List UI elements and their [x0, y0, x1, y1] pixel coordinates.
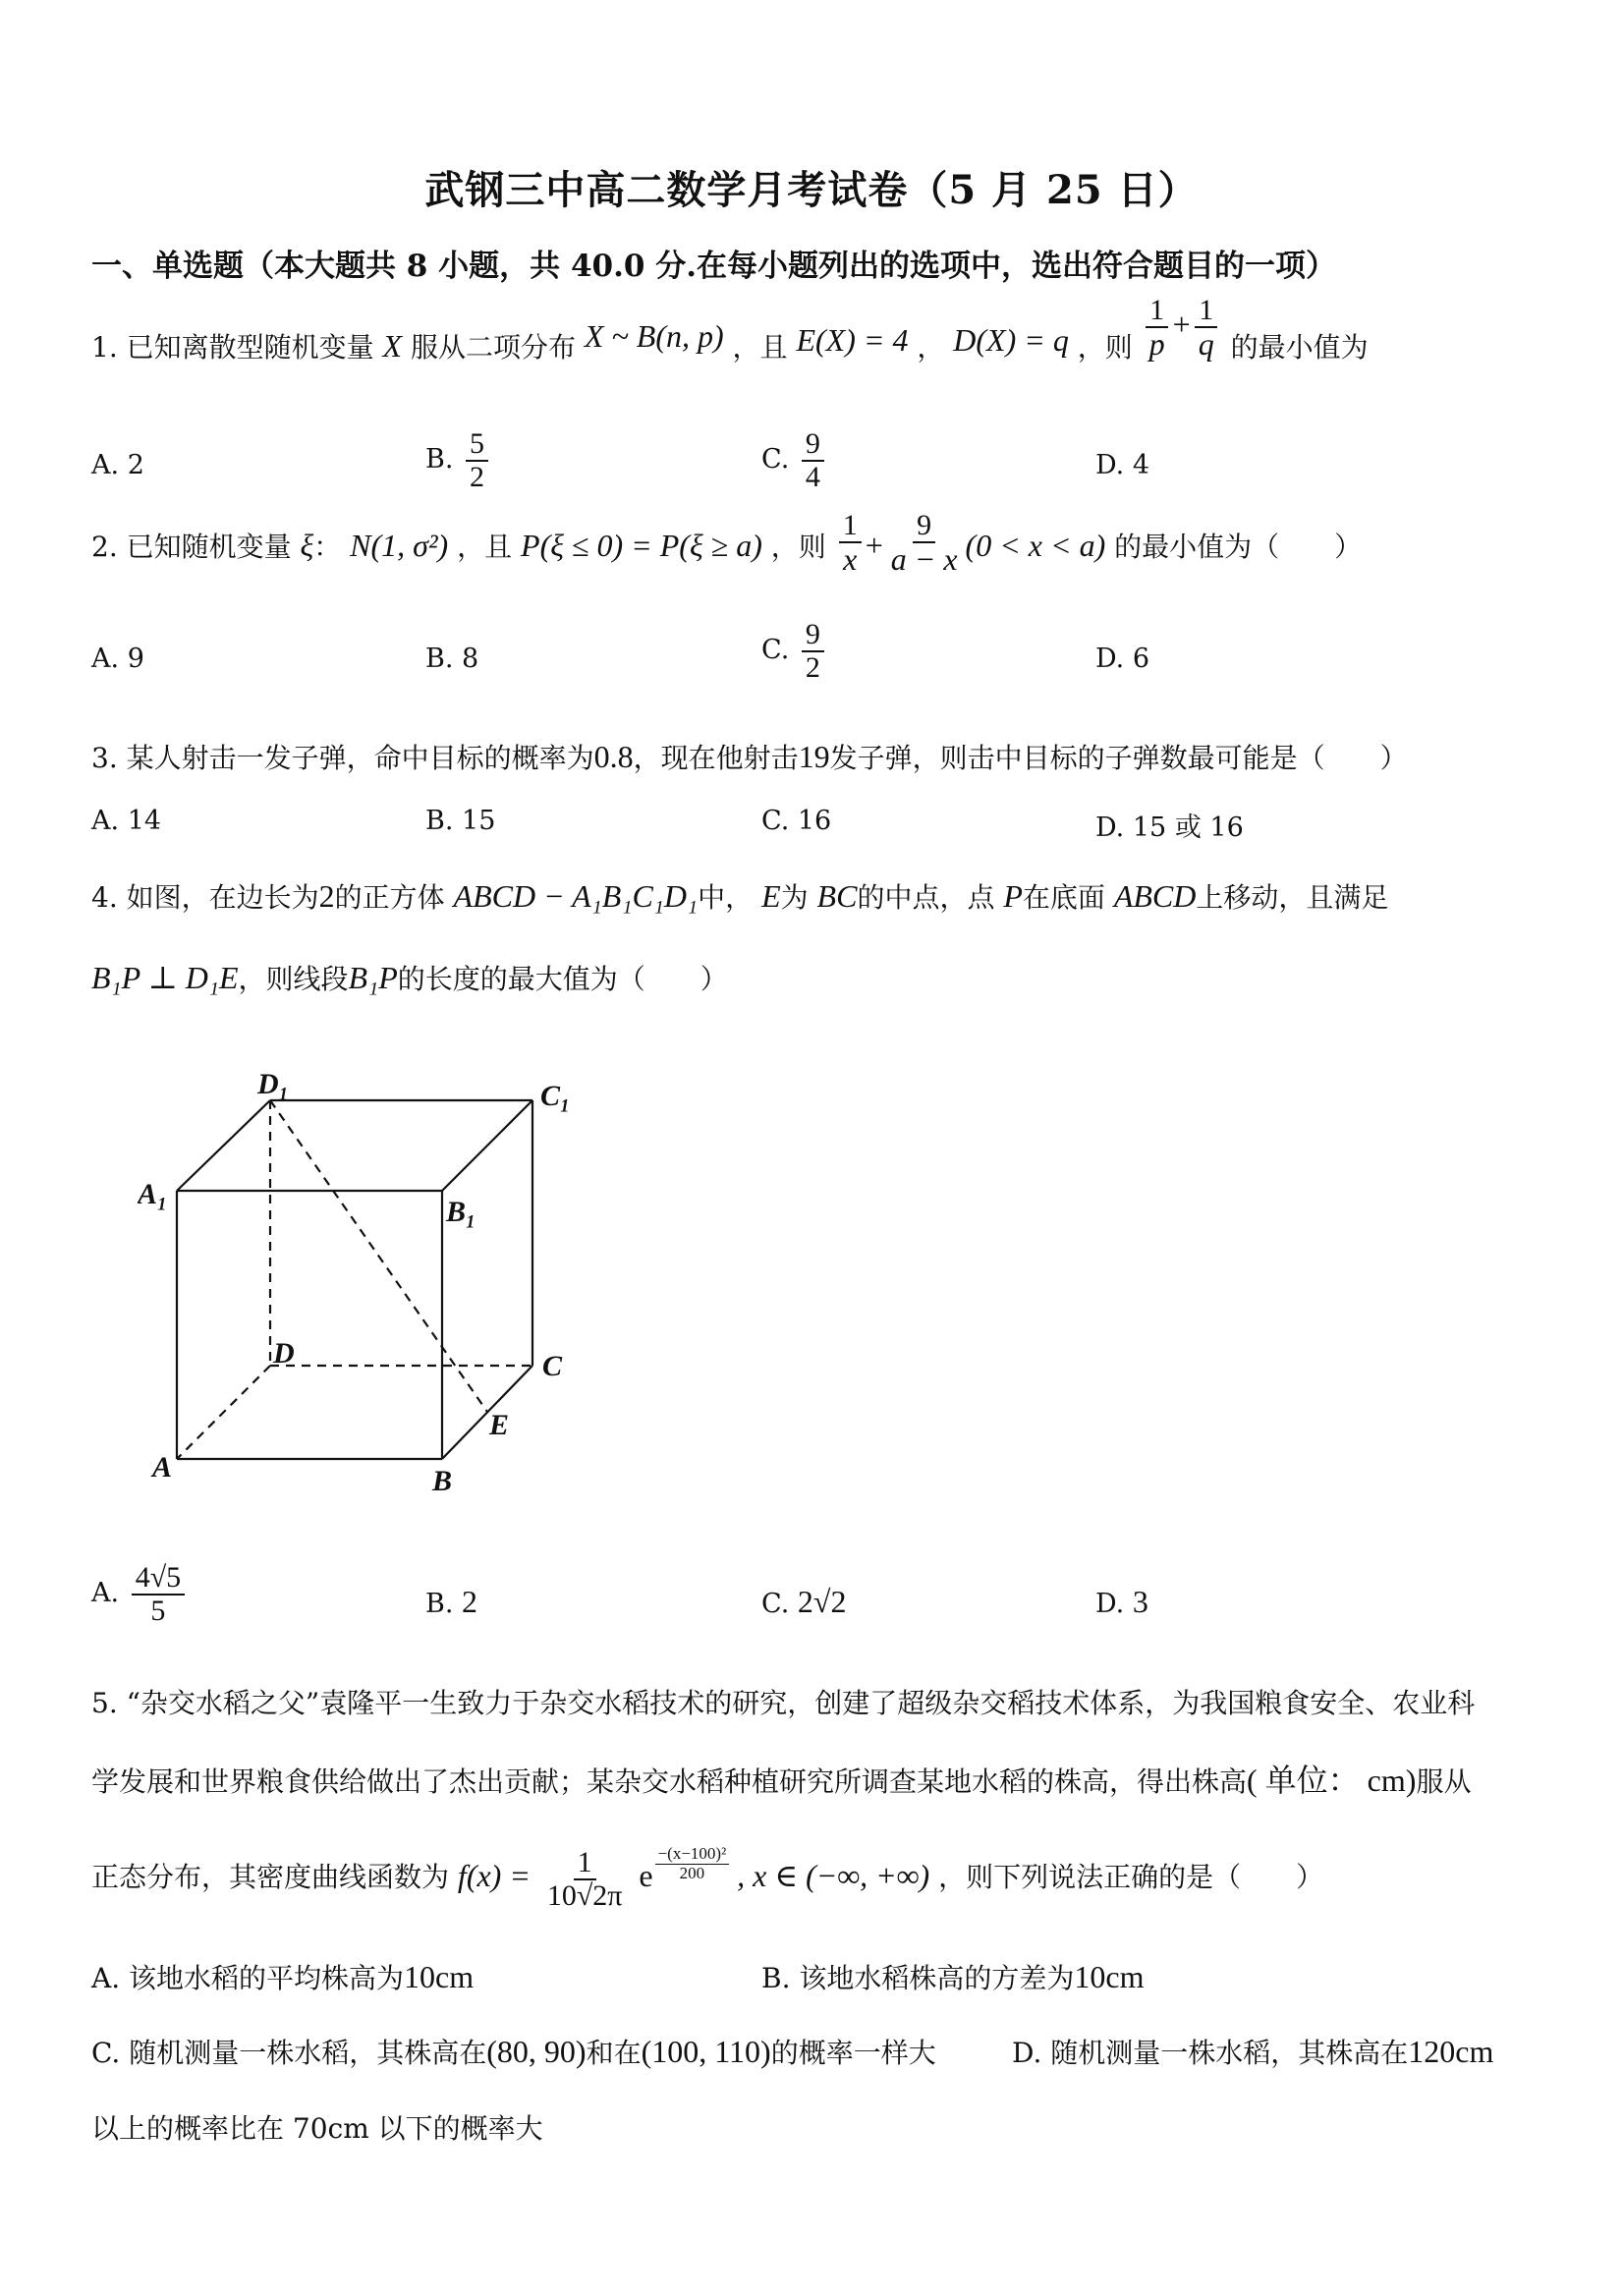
- q5-option-a[interactable]: A. 该地水稻的平均株高为10cm: [91, 1959, 475, 1994]
- question-3-stem: 3. 某人射击一发子弹，命中目标的概率为0.8，现在他射击19发子弹，则击中目标的子弹数最可能是（ ）: [91, 739, 1408, 774]
- q2-option-c[interactable]: C. $\frac{9}{2}$: [761, 619, 828, 683]
- edge-da: [177, 1366, 270, 1459]
- q1-text-c: ，且: [732, 331, 788, 364]
- label-b: B: [432, 1465, 453, 1497]
- q1-option-a[interactable]: A. 2: [91, 450, 144, 480]
- label-a: A: [152, 1451, 173, 1484]
- q5-option-d[interactable]: D. 随机测量一株水稻，其株高在120cm: [1012, 2034, 1494, 2069]
- label-e: E: [489, 1409, 510, 1441]
- q5-domain: , x ∈ (−∞, +∞): [737, 1858, 930, 1893]
- question-1-stem: [91, 294, 1369, 382]
- q5-coefficient: $\frac{1}{10√2\pi}$: [546, 1846, 623, 1912]
- q5-option-c[interactable]: C. 随机测量一株水稻，其株高在(80, 90)和在(100, 110)的概率一样大: [91, 2034, 936, 2069]
- q1-option-b[interactable]: B. $\frac{5}{2}$: [425, 428, 492, 492]
- label-d: D: [273, 1337, 295, 1370]
- q5-option-d-continued: 以上的概率比在 70cm 以下的概率大: [91, 2112, 543, 2145]
- q4-option-a[interactable]: A. $\frac{4√5}{5}$: [91, 1562, 189, 1626]
- q3-option-b[interactable]: B. 15: [425, 806, 496, 836]
- question-5-line-1: 5. “杂交水稻之父”袁隆平一生致力于杂交水稻技术的研究，创建了超级杂交稻技术体系，为我国粮食安全、农业科: [91, 1687, 1476, 1719]
- q1-option-c[interactable]: C. $\frac{9}{4}$: [761, 428, 828, 492]
- q1-text-b: 服从二项分布: [410, 331, 576, 364]
- edge-d1a1: [177, 1100, 270, 1191]
- q3-option-c[interactable]: C. 16: [761, 806, 832, 836]
- question-2-stem: 2. 已知随机变量 ξ： N(1, σ²) ，且 P(ξ ≤ 0) = P(ξ ≥ a) ，则 $\frac{1}{x}$ + $\frac{9}{a - x}$ (0 < x < a) 的最小值为（ ）: [91, 509, 1363, 577]
- question-5-line-3: 正态分布，其密度曲线函数为 f(x) = $\frac{1}{10√2\pi}$ e $\frac{\text{−(x−100)²}}{200}$ , x ∈ (−∞, +∞) ，则下列说法正确的是（ ）: [91, 1844, 1324, 1912]
- question-4-line-2: B₁P ⊥ D₁E，则线段B₁P的长度的最大值为（ ）: [91, 960, 728, 995]
- section-heading: 一、单选题（本大题共 8 小题，共 40.0 分.在每小题列出的选项中，选出符合题目的一项）: [91, 249, 1337, 284]
- label-a1: A₁: [138, 1178, 168, 1210]
- label-d1: D₁: [257, 1068, 290, 1100]
- q2-condition: (0 < x < a): [965, 528, 1106, 564]
- cube-figure: [138, 1056, 609, 1528]
- q4-option-d[interactable]: D. 3: [1095, 1584, 1148, 1619]
- q2-option-d[interactable]: D. 6: [1095, 644, 1150, 674]
- label-c1: C₁: [540, 1080, 571, 1112]
- label-b1: B₁: [446, 1196, 476, 1228]
- q5-exponential: e $\frac{\text{−(x−100)²}}{200}$: [639, 1858, 737, 1893]
- q1-text-a: 1. 已知离散型随机变量: [91, 331, 374, 364]
- q5-option-b[interactable]: B. 该地水稻株高的方差为10cm: [761, 1959, 1145, 1994]
- q2-option-a[interactable]: A. 9: [91, 644, 144, 674]
- q1-expectation: E(X) = 4: [796, 322, 909, 359]
- edge-bc: [442, 1366, 532, 1459]
- q2-frac-1: $\frac{1}{x}$: [839, 510, 862, 576]
- q2-option-b[interactable]: B. 8: [425, 644, 479, 674]
- q1-text-d: ，则: [1077, 331, 1133, 364]
- q2-xi: ξ: [300, 528, 314, 564]
- q1-text-e: 的最小值为: [1230, 331, 1369, 364]
- q1-dist: X ~ B(n, p): [584, 318, 724, 355]
- label-c: C: [542, 1350, 563, 1382]
- question-4-line-1: 4. 如图，在边长为2的正方体 ABCD − A₁B₁C₁D₁中， E为 BC的中点，点 P在底面 ABCD上移动，且满足: [91, 878, 1389, 914]
- q4-option-b[interactable]: B. 2: [425, 1584, 478, 1619]
- q2-normal: N(1, σ²): [350, 528, 449, 564]
- question-5-line-2: 学发展和世界粮食供给做出了杰出贡献；某杂交水稻种植研究所调查某地水稻的株高，得出株高( 单位： cm)服从: [91, 1763, 1472, 1798]
- q1-sep: ，: [917, 331, 945, 364]
- q2-prob: P(ξ ≤ 0) = P(ξ ≥ a): [521, 528, 762, 564]
- q5-fx: f(x) =: [457, 1858, 531, 1893]
- exam-title: 武钢三中高二数学月考试卷（5 月 25 日）: [424, 167, 1199, 213]
- q2-frac-2: $\frac{9}{a - x}$: [890, 509, 958, 577]
- q4-option-c[interactable]: C. 2√2: [761, 1584, 847, 1619]
- q1-option-d[interactable]: D. 4: [1095, 450, 1150, 480]
- q1-var: X: [382, 328, 403, 364]
- q1-variance: D(X) = q: [953, 322, 1069, 359]
- q3-option-d[interactable]: D. 15 或 16: [1095, 812, 1244, 843]
- q1-frac-1: $\frac{1}{p}$: [1146, 295, 1169, 361]
- edge-c1b1: [442, 1100, 532, 1191]
- q3-option-a[interactable]: A. 14: [91, 806, 162, 836]
- q1-plus: +: [1172, 307, 1191, 343]
- q1-frac-2: $\frac{1}{q}$: [1195, 295, 1218, 361]
